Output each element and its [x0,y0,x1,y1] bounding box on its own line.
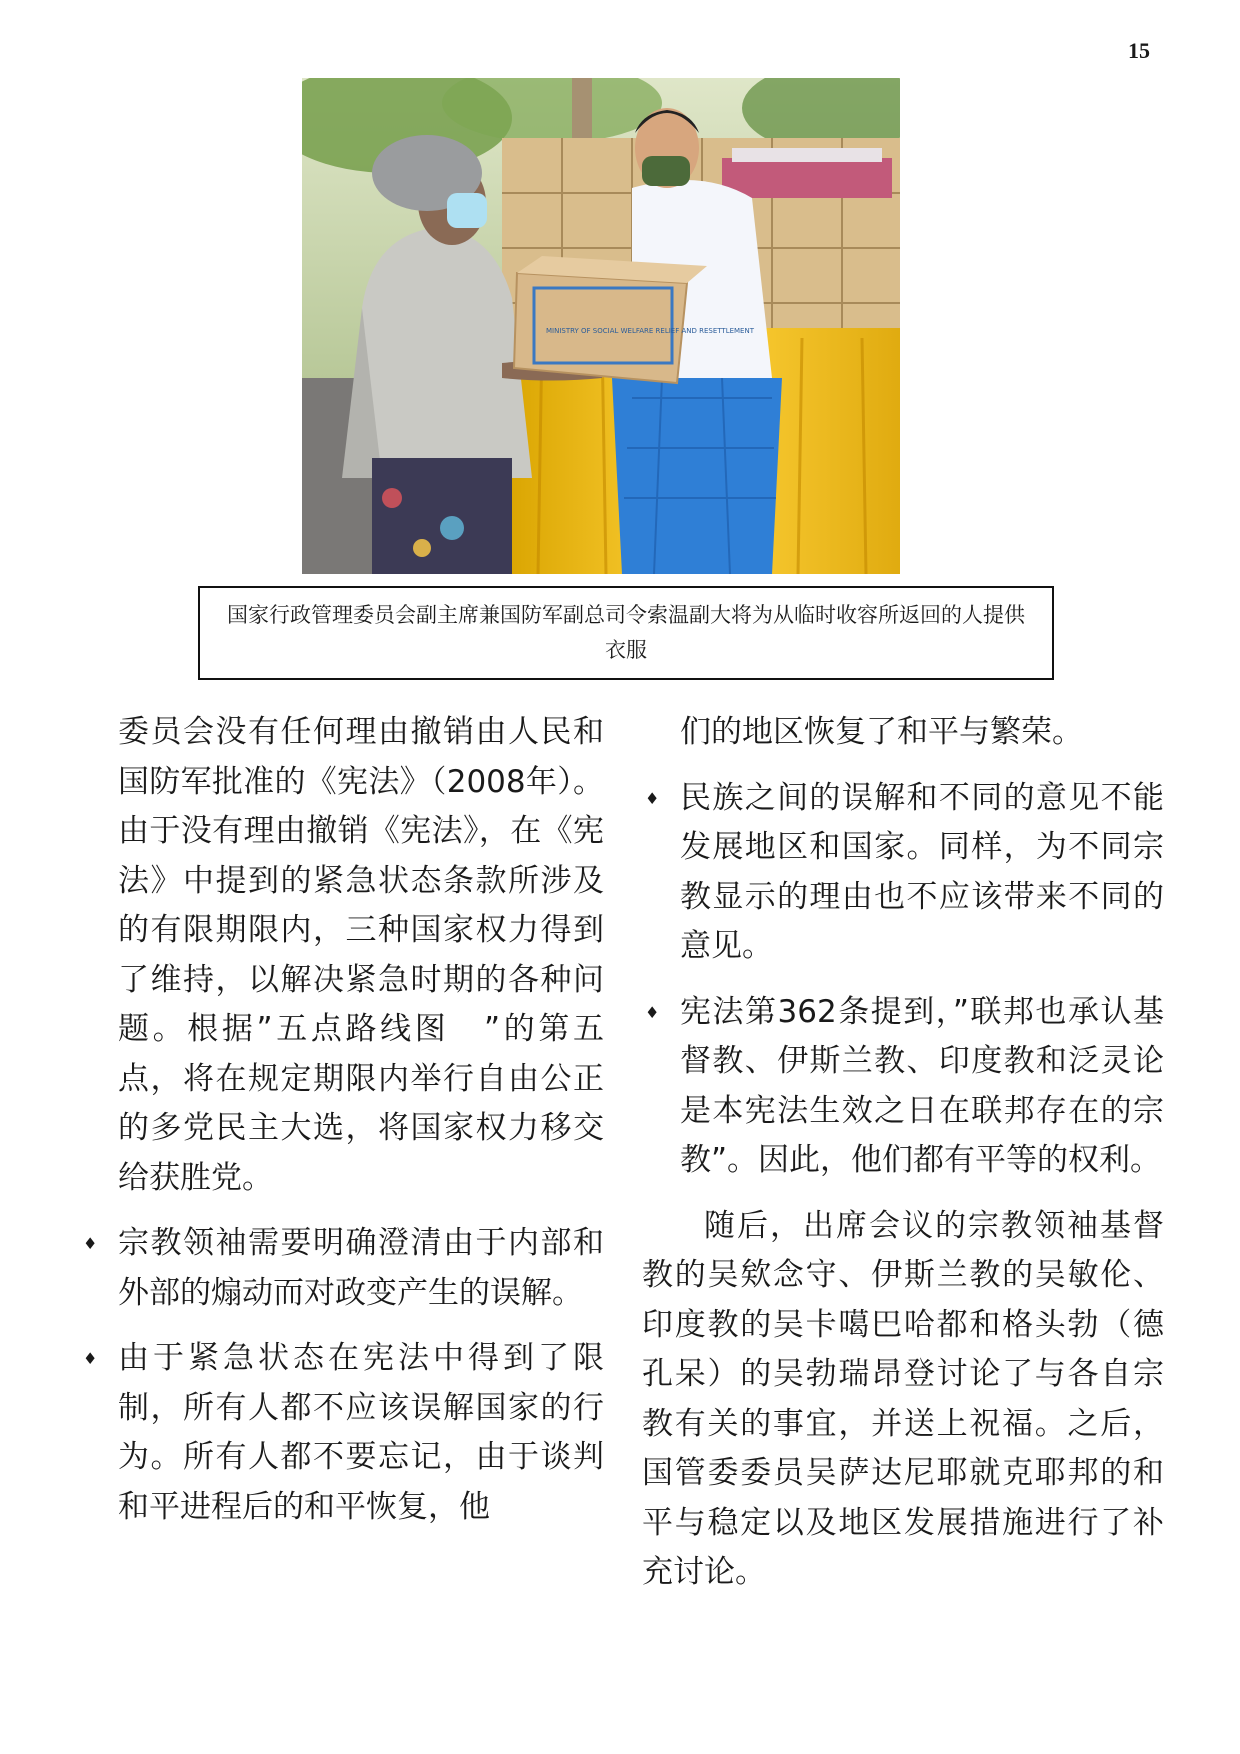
page-number: 15 [1128,38,1150,63]
right-bullet-1: ♦ 民族之间的误解和不同的意见不能发展地区和国家。同样，为不同宗教显示的理由也不应该带来不同的意见。 [642,774,1164,972]
photo [302,78,900,574]
left-bullet-1: ♦ 宗教领袖需要明确澄清由于内部和外部的煽动而对政变产生的误解。 [80,1219,604,1318]
right-closing-paragraph: 随后，出席会议的宗教领袖基督教的吴欸念守、伊斯兰教的吴敏伦、印度教的吴卡噶巴哈都和格头勃（德孔呆）的吴勃瑞昂登讨论了与各自宗教有关的事宜，并送上祝福。之后，国管委委员吴萨达尼耶就克耶邦的和平与稳定以及地区发展措施进行了补充讨论。 [642,1207,1164,1590]
left-bullet-2: ♦ 由于紧急状态在宪法中得到了限制，所有人都不应该误解国家的行为。所有人都不要忘记，由于谈判和平进程后的和平恢复，他 [80,1334,604,1532]
left-column [80,708,604,1532]
right-continued-text: 们的地区恢复了和平与繁荣。 [680,714,1083,750]
left-continued-paragraph: 委员会没有任何理由撤销由人民和国防军批准的《宪法》（2008年）。由于没有理由撤销《宪法》，在《宪法》中提到的紧急状态条款所涉及的有限期限内，三种国家权力得到了维持，以解决紧急时期的各种问题。根据”五点路线图 ”的第五点，将在规定期限内举行自由公正的多党民主大选，将国家权力移交给获胜党。 [118,714,604,1196]
figure-caption: 国家行政管理委员会副主席兼国防军副总司令索温副大将为从临时收容所返回的人提供衣服 [227,603,1025,662]
right-column [642,708,1164,1598]
figure-caption-box [198,586,1054,680]
right-bullet-2: ♦ 宪法第362条提到，”联邦也承认基督教、伊斯兰教、印度教和泛灵论是本宪法生效之日在联邦存在的宗教”。因此，他们都有平等的权利。 [642,988,1164,1186]
box-label-text: MINISTRY OF SOCIAL WELFARE RELIEF AND RESETTLEMENT [546,327,754,335]
